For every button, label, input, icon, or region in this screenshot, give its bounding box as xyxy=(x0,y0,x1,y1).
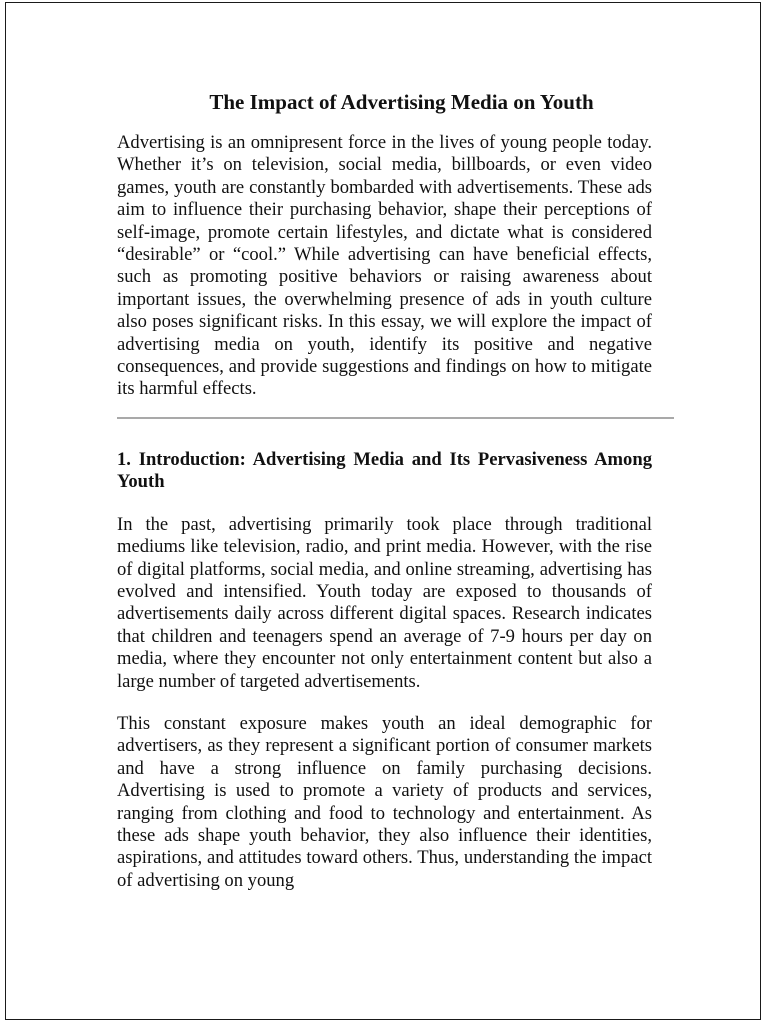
section-paragraph: This constant exposure makes youth an ideal demographic for advertisers, as they represent a significant portion of consumer markets and have a strong influence on family purchasing decisions. Advertising is used to promote a variety of products and services, ranging from clothing and food to technology and entertainment. As these ads shape youth behavior, they also influence their identities, aspirations, and attitudes toward others. Thus, understanding the impact of advertising on young xyxy=(117,712,652,891)
section-paragraph: In the past, advertising primarily took place through traditional mediums like television, radio, and print media. However, with the rise of digital platforms, social media, and online streaming, advertising has evolved and intensified. Youth today are exposed to thousands of advertisements daily across different digital spaces. Research indicates that children and teenagers spend an average of 7-9 hours per day on media, where they encounter not only entertainment content but also a large number of targeted advertisements. xyxy=(117,513,652,692)
document-content xyxy=(117,88,652,892)
intro-paragraph: Advertising is an omnipresent force in the lives of young people today. Whether it’s on television, social media, billboards, or even video games, youth are constantly bombarded with advertisements. These ads aim to influence their purchasing behavior, shape their perceptions of self-image, promote certain lifestyles, and dictate what is considered “desirable” or “cool.” While advertising can have beneficial effects, such as promoting positive behaviors or raising awareness about important issues, the overwhelming presence of ads in youth culture also poses significant risks. In this essay, we will explore the impact of advertising media on youth, identify its positive and negative consequences, and provide suggestions and findings on how to mitigate its harmful effects. xyxy=(117,132,652,400)
document-title: The Impact of Advertising Media on Youth xyxy=(209,90,594,114)
document-page xyxy=(5,2,761,1020)
section-divider xyxy=(117,417,674,419)
section-heading-introduction: 1. Introduction: Advertising Media and Its Pervasiveness Among Youth xyxy=(117,448,652,493)
